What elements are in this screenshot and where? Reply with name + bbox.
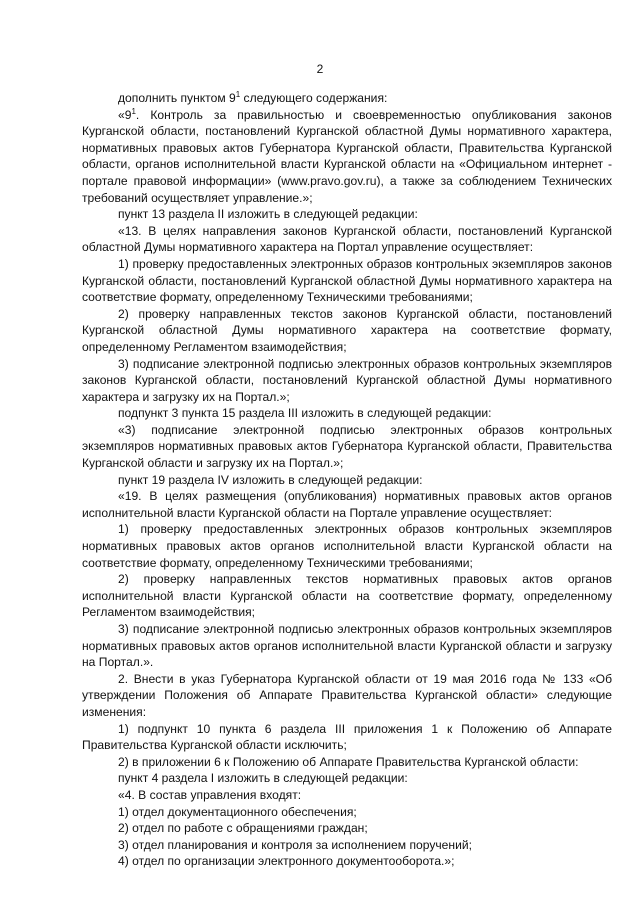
- paragraph: [82, 787, 612, 804]
- paragraph-text: 3) подписание электронной подписью электронных образов контрольных экземпляров законов Курганской области, постановлений Курганской областной Думы нормативного характера и загрузку их на Портал.»;: [82, 356, 612, 404]
- paragraph: [82, 405, 612, 422]
- paragraph-text: «9: [118, 107, 132, 122]
- paragraph-text: 4) отдел по организации электронного документооборота.»;: [118, 854, 455, 869]
- page-number: 2: [316, 62, 324, 76]
- paragraph-text: 2) в приложении 6 к Положению об Аппарате Правительства Курганской области:: [118, 754, 579, 769]
- paragraph: [82, 356, 612, 406]
- paragraph: [82, 521, 612, 571]
- paragraph: [82, 770, 612, 787]
- superscript: 1: [235, 89, 241, 99]
- paragraph: [82, 306, 612, 356]
- paragraph: [82, 820, 612, 837]
- paragraph-text: «4. В состав управления входят:: [118, 787, 302, 802]
- paragraph-text: «13. В целях направления законов Курганской области, постановлений Курганской областной Думы нормативного характера на Портал управление осуществляет:: [82, 223, 612, 255]
- paragraph: [82, 223, 612, 256]
- document-body: [82, 90, 612, 870]
- paragraph: [82, 472, 612, 489]
- paragraph-text: 2) отдел по работе с обращениями граждан;: [118, 821, 368, 836]
- paragraph: [82, 107, 612, 207]
- paragraph: [82, 206, 612, 223]
- paragraph-text: 1) отдел документационного обеспечения;: [118, 804, 357, 819]
- paragraph-text: 2. Внести в указ Губернатора Курганской области от 19 мая 2016 года № 133 «Об утверждении Положения об Аппарате Правительства Курганской области» следующие изменения:: [82, 671, 612, 719]
- paragraph: [82, 754, 612, 771]
- paragraph: [82, 721, 612, 754]
- paragraph-text-tail: . Контроль за правильностью и своевременностью опубликования законов Курганской области, постановлений Курганской областной Думы нормативного характера, нормативных правовых актов Губернатора Курганской области, Правительства Курганской области, органов исполнительной власти Курганской области на «Официальном интернет - портале правовой информации» (www.pravo.gov.ru), а также за соблюдением Технических требований осуществляет управление.»;: [82, 107, 612, 205]
- paragraph-text-tail: следующего содержания:: [240, 91, 388, 105]
- paragraph: [82, 488, 612, 521]
- paragraph-text: пункт 4 раздела I изложить в следующей редакции:: [118, 771, 408, 786]
- paragraph-text: подпункт 3 пункта 15 раздела III изложить в следующей редакции:: [118, 406, 492, 421]
- paragraph: [82, 422, 612, 472]
- paragraph-text: пункт 19 раздела IV изложить в следующей редакции:: [118, 472, 423, 487]
- paragraph-text: дополнить пунктом 9: [118, 91, 236, 105]
- paragraph-text: 3) отдел планирования и контроля за исполнением поручений;: [118, 837, 472, 852]
- paragraph: [82, 90, 612, 107]
- paragraph-text: 1) проверку предоставленных электронных образов контрольных экземпляров законов Курганской области, постановлений Курганской областной Думы нормативного характера на соответствие формату, определенному Техническими требованиями;: [82, 256, 612, 305]
- paragraph: [82, 853, 612, 870]
- paragraph: [82, 256, 612, 306]
- paragraph-text: 1) подпункт 10 пункта 6 раздела III приложения 1 к Положению об Аппарате Правительства Курганской области исключить;: [82, 721, 612, 753]
- paragraph: [82, 671, 612, 721]
- superscript: 1: [131, 106, 136, 116]
- paragraph-text: «19. В целях размещения (опубликования) нормативных правовых актов органов исполнительной власти Курганской области на Портале управление осуществляет:: [82, 489, 612, 520]
- paragraph-text: 3) подписание электронной подписью электронных образов контрольных экземпляров нормативных правовых актов органов исполнительной власти Курганской области и загрузку на Портал.».: [82, 622, 612, 670]
- paragraph: [82, 837, 612, 854]
- paragraph-text: пункт 13 раздела II изложить в следующей редакции:: [118, 207, 418, 222]
- paragraph: [82, 804, 612, 821]
- paragraph-text: «3) подписание электронной подписью электронных образов контрольных экземпляров нормативных правовых актов Губернатора Курганской области, Правительства Курганской области и загрузку их на Портал.»;: [82, 422, 612, 471]
- paragraph: [82, 621, 612, 671]
- paragraph-text: 2) проверку направленных текстов законов Курганской области, постановлений Курганской областной Думы нормативного характера на соответствие формату, определенному Регламентом взаимодействия;: [82, 306, 612, 354]
- paragraph-text: 1) проверку предоставленных электронных образов контрольных экземпляров нормативных правовых актов органов исполнительной власти Курганской области на соответствие формату, определенному Техническими требованиями;: [82, 522, 612, 570]
- paragraph-text: 2) проверку направленных текстов нормативных правовых актов органов исполнительной власти Курганской области на соответствие формату, определенному Регламентом взаимодействия;: [82, 572, 612, 620]
- paragraph: [82, 571, 612, 621]
